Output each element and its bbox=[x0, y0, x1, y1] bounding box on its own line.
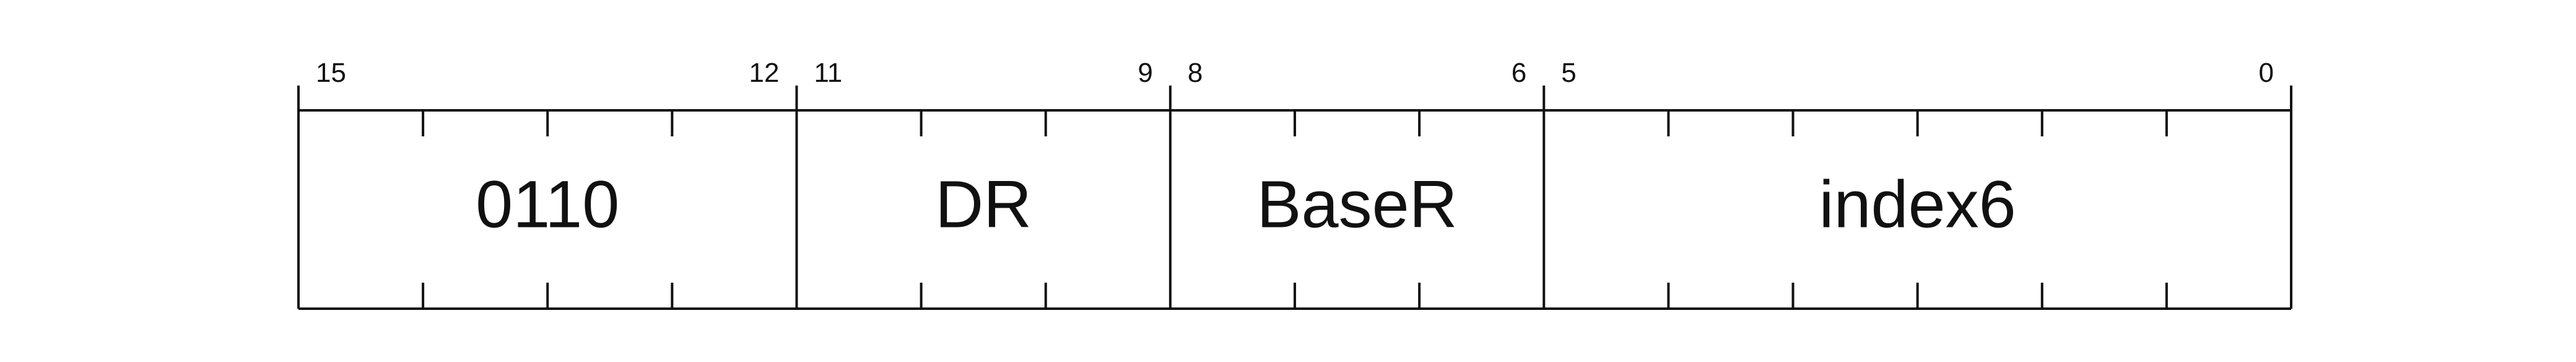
field-index6-msb-label: 5 bbox=[1561, 58, 1577, 88]
field-baser-lsb-label: 6 bbox=[1511, 58, 1527, 88]
field-opcode-label: 0110 bbox=[476, 166, 620, 242]
bit-number-labels bbox=[316, 58, 2274, 88]
field-opcode-msb-label: 15 bbox=[316, 58, 346, 88]
field-labels bbox=[476, 167, 2016, 242]
field-index6-label: index6 bbox=[1819, 166, 2016, 242]
field-opcode-lsb-label: 12 bbox=[749, 58, 780, 88]
field-dr-lsb-label: 9 bbox=[1138, 58, 1153, 88]
field-baser-msb-label: 8 bbox=[1187, 58, 1203, 88]
field-baser-label: BaseR bbox=[1256, 166, 1458, 242]
field-index6-lsb-label: 0 bbox=[2258, 58, 2274, 88]
field-dr-label: DR bbox=[935, 166, 1032, 242]
field-dr-msb-label: 11 bbox=[814, 58, 843, 88]
